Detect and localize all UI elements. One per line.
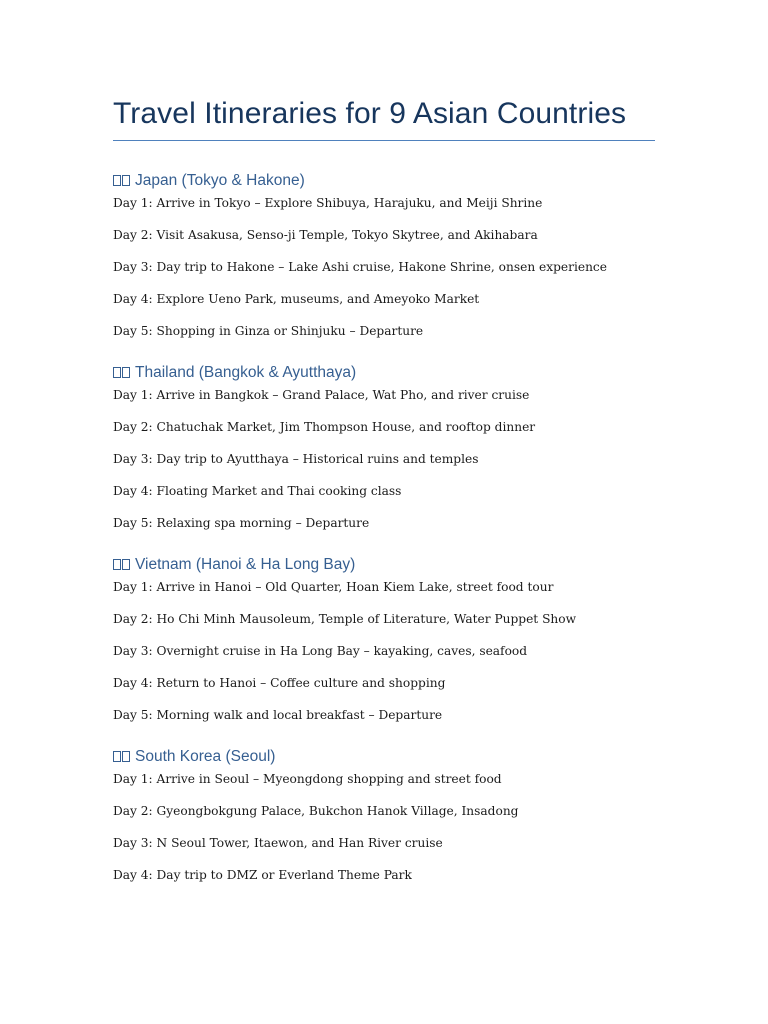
day-item: Day 4: Return to Hanoi – Coffee culture and shopping xyxy=(113,676,446,690)
day-item: Day 4: Explore Ueno Park, museums, and Ameyoko Market xyxy=(113,292,480,306)
day-list xyxy=(113,771,655,883)
missing-glyph-box-icon xyxy=(113,367,121,378)
day-item: Day 1: Arrive in Hanoi – Old Quarter, Hoan Kiem Lake, street food tour xyxy=(113,580,554,594)
day-item: Day 3: Overnight cruise in Ha Long Bay – kayaking, caves, seafood xyxy=(113,644,528,658)
day-item: Day 4: Day trip to DMZ or Everland Theme Park xyxy=(113,868,412,882)
day-item: Day 5: Relaxing spa morning – Departure xyxy=(113,516,370,530)
section-heading xyxy=(113,171,655,191)
day-item: Day 1: Arrive in Bangkok – Grand Palace, Wat Pho, and river cruise xyxy=(113,388,530,402)
section-heading-text: South Korea (Seoul) xyxy=(135,748,276,765)
day-list xyxy=(113,195,655,339)
day-item: Day 2: Ho Chi Minh Mausoleum, Temple of Literature, Water Puppet Show xyxy=(113,612,577,626)
missing-glyph-box-icon xyxy=(122,751,130,762)
missing-glyph-box-icon xyxy=(113,559,121,570)
flag-emoji-placeholder-icon xyxy=(113,363,131,383)
section-heading-text: Japan (Tokyo & Hakone) xyxy=(135,172,305,189)
missing-glyph-box-icon xyxy=(122,367,130,378)
day-item: Day 2: Chatuchak Market, Jim Thompson House, and rooftop dinner xyxy=(113,420,536,434)
day-item: Day 1: Arrive in Seoul – Myeongdong shopping and street food xyxy=(113,772,502,786)
missing-glyph-box-icon xyxy=(122,559,130,570)
flag-emoji-placeholder-icon xyxy=(113,747,131,767)
missing-glyph-box-icon xyxy=(113,175,121,186)
itinerary-section xyxy=(113,171,655,339)
flag-emoji-placeholder-icon xyxy=(113,171,131,191)
missing-glyph-box-icon xyxy=(113,751,121,762)
flag-emoji-placeholder-icon xyxy=(113,555,131,575)
day-item: Day 3: N Seoul Tower, Itaewon, and Han River cruise xyxy=(113,836,443,850)
section-heading-text: Thailand (Bangkok & Ayutthaya) xyxy=(135,364,357,381)
day-item: Day 1: Arrive in Tokyo – Explore Shibuya, Harajuku, and Meiji Shrine xyxy=(113,196,543,210)
itinerary-section xyxy=(113,747,655,883)
day-item: Day 5: Shopping in Ginza or Shinjuku – Departure xyxy=(113,324,424,338)
missing-glyph-box-icon xyxy=(122,175,130,186)
section-heading xyxy=(113,555,655,575)
section-heading xyxy=(113,747,655,767)
day-item: Day 3: Day trip to Hakone – Lake Ashi cruise, Hakone Shrine, onsen experience xyxy=(113,260,607,274)
day-item: Day 4: Floating Market and Thai cooking class xyxy=(113,484,402,498)
document-title: Travel Itineraries for 9 Asian Countries xyxy=(113,96,655,141)
section-heading-text: Vietnam (Hanoi & Ha Long Bay) xyxy=(135,556,356,573)
itinerary-sections xyxy=(113,171,655,883)
day-item: Day 3: Day trip to Ayutthaya – Historical ruins and temples xyxy=(113,452,479,466)
day-item: Day 2: Visit Asakusa, Senso-ji Temple, Tokyo Skytree, and Akihabara xyxy=(113,228,538,242)
itinerary-section xyxy=(113,555,655,723)
day-list xyxy=(113,387,655,531)
section-heading xyxy=(113,363,655,383)
day-list xyxy=(113,579,655,723)
itinerary-section xyxy=(113,363,655,531)
day-item: Day 2: Gyeongbokgung Palace, Bukchon Hanok Village, Insadong xyxy=(113,804,519,818)
day-item: Day 5: Morning walk and local breakfast – Departure xyxy=(113,708,443,722)
